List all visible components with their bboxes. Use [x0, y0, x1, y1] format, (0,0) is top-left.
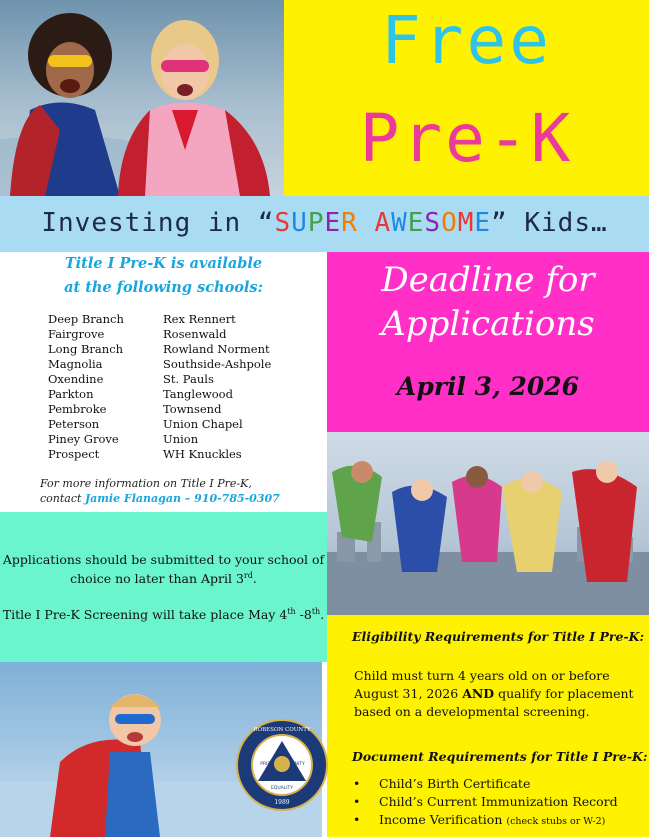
deadline-heading: Deadline for Applications: [381, 260, 595, 344]
school-item: Tanglewood: [163, 387, 233, 401]
school-item: Parkton: [48, 387, 94, 401]
tagline-before: Investing in “: [41, 208, 275, 238]
svg-text:PRIDE: PRIDE: [260, 762, 274, 767]
svg-text:EQUALITY: EQUALITY: [270, 786, 294, 791]
school-item: St. Pauls: [163, 372, 214, 386]
tagline-band: [0, 196, 649, 252]
school-item: Prospect: [48, 447, 100, 461]
title-prek: Pre-K: [359, 100, 574, 177]
schools-panel: [0, 252, 327, 512]
school-item: Southside-Ashpole: [163, 357, 272, 371]
tagline-awesome: AWESOME: [374, 208, 492, 238]
requirements-panel: [327, 615, 649, 837]
eligibility-body: Child must turn 4 years old on or before August 31, 2026 AND qualify for placement based on a developmental screening.: [354, 668, 634, 719]
documents-heading: Document Requirements for Title I Pre-K:: [352, 749, 648, 764]
svg-text:UNITY: UNITY: [291, 762, 305, 767]
document-item: • Income Verification (check stubs or W-2): [347, 811, 618, 831]
school-item: WH Knuckles: [163, 447, 242, 461]
tagline: [0, 208, 649, 238]
svg-text:ROBESON COUNTY: ROBESON COUNTY: [253, 727, 311, 733]
title-panel: [284, 0, 649, 196]
tagline-super: SUPER: [274, 208, 358, 238]
document-item: • Child’s Current Immunization Record: [347, 793, 618, 811]
school-item: Deep Branch: [48, 312, 124, 326]
school-item: Magnolia: [48, 357, 103, 371]
svg-text:1989: 1989: [274, 799, 290, 806]
eligibility-heading: Eligibility Requirements for Title I Pre-K:: [352, 629, 645, 644]
contact-info: Jamie Flanagan – 910-785-0307: [84, 492, 280, 505]
schools-list-left: [48, 312, 124, 462]
district-seal-logo: [236, 719, 328, 811]
income-note: (check stubs or W-2): [506, 816, 606, 827]
applications-info-panel: [0, 512, 327, 662]
more-info: For more information on Title I Pre-K, contact Jamie Flanagan – 910-785-0307: [40, 477, 280, 505]
school-item: Union: [163, 432, 199, 446]
title-free: Free: [381, 2, 552, 79]
school-item: Rosenwald: [163, 327, 227, 341]
school-item: Peterson: [48, 417, 100, 431]
deadline-date: April 3, 2026: [396, 372, 580, 401]
school-item: Union Chapel: [163, 417, 243, 431]
document-item: • Child’s Birth Certificate: [347, 775, 618, 793]
school-item: Pembroke: [48, 402, 107, 416]
school-item: Oxendine: [48, 372, 104, 386]
schools-list-right: [163, 312, 271, 462]
applications-note: Applications should be submitted to your school of choice no later than April 3rd.: [2, 552, 325, 586]
screening-note: Title I Pre-K Screening will take place May 4th -8th.: [2, 606, 325, 622]
school-item: Long Branch: [48, 342, 124, 356]
school-item: Townsend: [163, 402, 222, 416]
school-item: Fairgrove: [48, 327, 105, 341]
school-item: Rex Rennert: [163, 312, 236, 326]
school-item: Piney Grove: [48, 432, 119, 446]
documents-list: [347, 775, 618, 831]
kids-superhero-photo: [0, 0, 284, 196]
kids-jumping-photo: [327, 432, 649, 615]
deadline-panel: [327, 252, 649, 432]
school-item: Rowland Norment: [163, 342, 270, 356]
schools-heading: Title I Pre-K is available at the following schools:: [64, 255, 263, 296]
tagline-after: ” Kids…: [491, 208, 608, 238]
